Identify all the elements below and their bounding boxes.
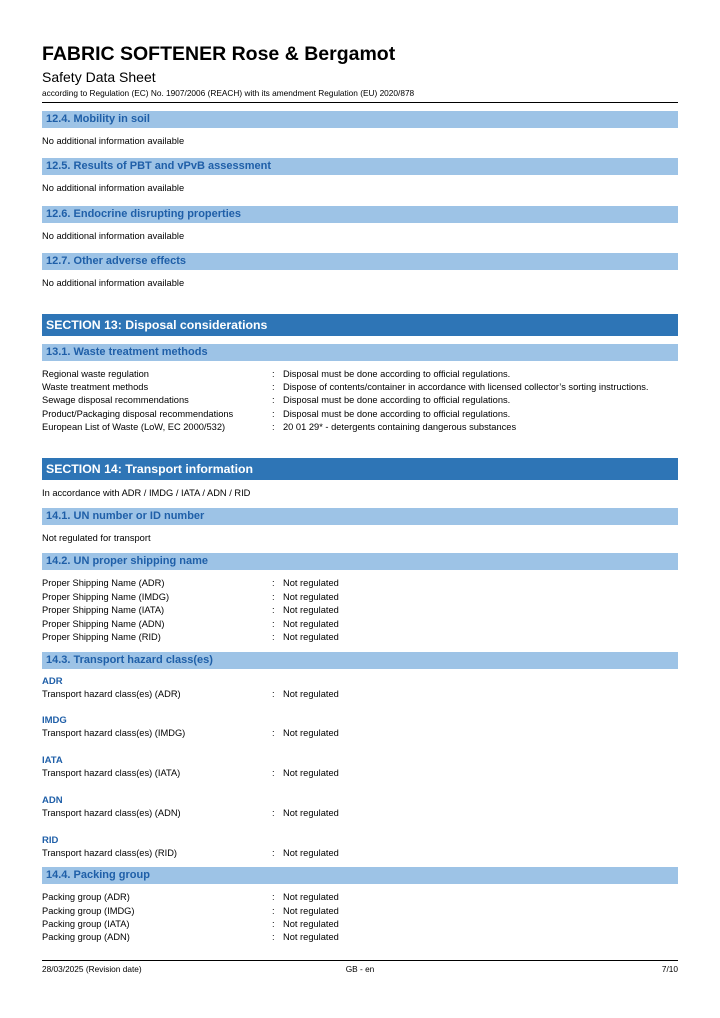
list-item: Packing group (ADN) : Not regulated [42,931,678,944]
row-value: Not regulated [283,892,339,903]
row-label: Transport hazard class(es) (IATA) [42,768,181,779]
hazard-mode-block [42,714,678,740]
shipping-name-list [42,577,678,644]
row-label: Proper Shipping Name (IMDG) [42,591,170,602]
waste-treatment-list [42,368,678,435]
row-value: Not regulated [283,728,339,739]
locale-label: GB - en [345,964,375,974]
subsection-heading-12-7: 12.7. Other adverse effects [42,253,678,270]
row-value: Disposal must be done according to official regulations. [283,408,511,419]
list-item: Proper Shipping Name (IMDG) : Not regulated [42,591,678,604]
mode-title: ADR [42,675,63,687]
packing-group-list [42,891,678,945]
subsection-heading-14-3: 14.3. Transport hazard class(es) [42,652,678,669]
row-label: Sewage disposal recommendations [42,395,189,406]
subsection-text-14-1: Not regulated for transport [42,533,151,544]
subsection-heading-12-4: 12.4. Mobility in soil [42,111,678,128]
row-label: European List of Waste (LoW, EC 2000/532) [42,422,226,433]
row-label: Transport hazard class(es) (ADR) [42,688,181,699]
regulation-note: according to Regulation (EC) No. 1907/2006 (REACH) with its amendment Regulation (EU) 2020/878 [42,88,415,98]
list-item: Waste treatment methods : Dispose of contents/container in accordance with licensed collector’s sorting instructions. [42,381,678,394]
subsection-heading-14-1: 14.1. UN number or ID number [42,508,678,525]
subsection-text-12-7: No additional information available [42,278,185,289]
subsection-text-12-5: No additional information available [42,183,185,194]
subsection-heading-12-6: 12.6. Endocrine disrupting properties [42,206,678,223]
subsection-text-12-6: No additional information available [42,230,185,241]
hazard-mode-block [42,754,678,780]
list-item: Product/Packaging disposal recommendations : Disposal must be done according to official regulations. [42,408,678,421]
row-value: Not regulated [283,632,339,643]
footer-divider [42,960,678,961]
list-item: Transport hazard class(es) (IMDG) : Not regulated [42,727,678,740]
row-label: Proper Shipping Name (IATA) [42,605,165,616]
row-label: Proper Shipping Name (ADR) [42,578,165,589]
revision-date: 28/03/2025 (Revision date) [42,964,142,974]
row-value: Disposal must be done according to official regulations. [283,368,511,379]
row-label: Proper Shipping Name (ADN) [42,618,165,629]
row-label: Transport hazard class(es) (RID) [42,847,178,858]
row-label: Packing group (ADN) [42,932,130,943]
row-value: Not regulated [283,768,339,779]
row-value: Not regulated [283,807,339,818]
subsection-heading-12-5: 12.5. Results of PBT and vPvB assessment [42,158,678,175]
list-item: Regional waste regulation : Disposal must be done according to official regulations. [42,368,678,381]
list-item: Proper Shipping Name (ADN) : Not regulated [42,618,678,631]
list-item: Packing group (ADR) : Not regulated [42,891,678,904]
list-item: Sewage disposal recommendations : Disposal must be done according to official regulations. [42,394,678,407]
list-item: Proper Shipping Name (ADR) : Not regulated [42,577,678,590]
list-item: Packing group (IATA) : Not regulated [42,918,678,931]
subsection-heading-14-4: 14.4. Packing group [42,867,678,884]
list-item: Transport hazard class(es) (ADR) : Not regulated [42,688,678,701]
row-label: Waste treatment methods [42,382,149,393]
mode-title: IMDG [42,715,67,727]
section-heading-14: SECTION 14: Transport information [42,458,678,480]
row-value: Not regulated [283,905,339,916]
list-item: Proper Shipping Name (RID) : Not regulated [42,631,678,644]
subsection-heading-13-1: 13.1. Waste treatment methods [42,344,678,361]
row-value: 20 01 29* - detergents containing dangerous substances [283,422,517,433]
list-item: European List of Waste (LoW, EC 2000/532) : 20 01 29* - detergents containing dangerous substances [42,421,678,434]
row-value: Not regulated [283,932,339,943]
row-value: Dispose of contents/container in accordance with licensed collector’s sorting instructions. [283,382,649,393]
list-item: Proper Shipping Name (IATA) : Not regulated [42,604,678,617]
row-value: Not regulated [283,605,339,616]
row-label: Packing group (ADR) [42,892,130,903]
row-label: Regional waste regulation [42,368,149,379]
row-label: Proper Shipping Name (RID) [42,632,161,643]
hazard-mode-block [42,675,678,701]
list-item: Transport hazard class(es) (ADN) : Not regulated [42,807,678,820]
list-item: Transport hazard class(es) (RID) : Not regulated [42,847,678,860]
document-title: FABRIC SOFTENER Rose & Bergamot [42,43,396,65]
header-divider [42,102,678,103]
page-number: 7/10 [661,964,678,974]
row-label: Packing group (IATA) [42,918,130,929]
section-heading-13: SECTION 13: Disposal considerations [42,314,678,336]
hazard-class-list [42,675,678,861]
row-value: Not regulated [283,688,339,699]
transport-intro: In accordance with ADR / IMDG / IATA / ADN / RID [42,487,251,498]
subsection-text-12-4: No additional information available [42,136,185,146]
row-value: Not regulated [283,847,339,858]
row-value: Not regulated [283,578,339,589]
mode-title: ADN [42,794,63,806]
mode-title: IATA [42,755,63,767]
row-label: Transport hazard class(es) (IMDG) [42,728,186,739]
row-value: Not regulated [283,591,339,602]
hazard-mode-block [42,834,678,860]
row-value: Not regulated [283,918,339,929]
document-subtitle: Safety Data Sheet [42,69,156,85]
row-label: Transport hazard class(es) (ADN) [42,807,181,818]
row-value: Not regulated [283,618,339,629]
row-label: Packing group (IMDG) [42,905,135,916]
row-value: Disposal must be done according to official regulations. [283,395,511,406]
hazard-mode-block [42,794,678,820]
mode-title: RID [42,834,59,846]
list-item: Transport hazard class(es) (IATA) : Not regulated [42,767,678,780]
subsection-heading-14-2: 14.2. UN proper shipping name [42,553,678,570]
list-item: Packing group (IMDG) : Not regulated [42,905,678,918]
document-body [42,111,678,945]
row-label: Product/Packaging disposal recommendations [42,408,234,419]
document-header [42,42,678,99]
